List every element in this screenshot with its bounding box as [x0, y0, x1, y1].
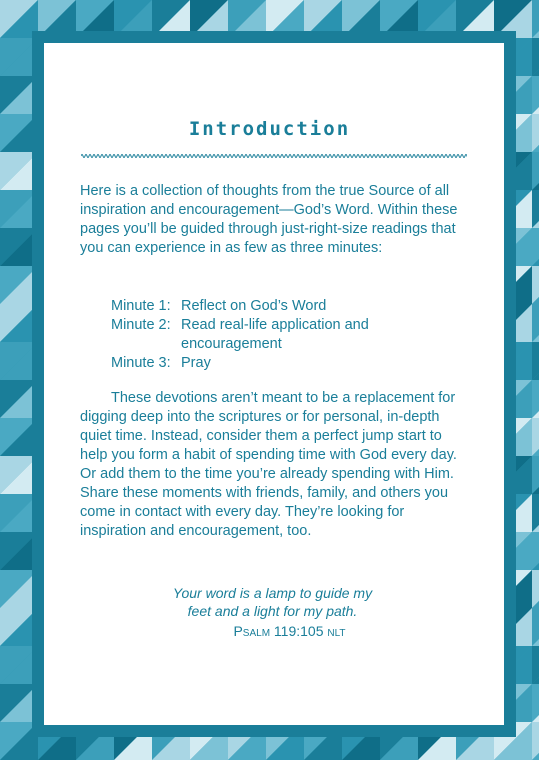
- verse-line: feet and a light for my path.: [187, 603, 358, 619]
- minute-text: Read real-life application and encouragement: [181, 317, 369, 352]
- minute-item: [111, 316, 441, 354]
- verse-line: Your word is a lamp to guide my: [172, 585, 373, 601]
- verse-citation: [80, 622, 465, 643]
- wavy-divider: [81, 152, 467, 160]
- page-title: Introduction: [188, 118, 351, 140]
- minute-text: Reflect on God’s Word: [181, 298, 327, 314]
- scripture-verse: [80, 584, 465, 620]
- body-paragraph: These devotions aren’t meant to be a replacement for digging deep into the scriptures or for personal, in-depth quiet time. Instead, consider them a perfect jump start to help you form a habit of spending time with God every day. Or add them to the time you’re already spending with Him. Share these moments with friends, family, and others you come in contact with every day. They’re looking for inspiration and encouragement, too.: [80, 390, 457, 539]
- citation-translation: NLT: [327, 628, 346, 639]
- minute-label: Minute 3:: [111, 355, 171, 371]
- citation-book: Psalm: [233, 623, 271, 639]
- intro-paragraph: Here is a collection of thoughts from the true Source of all inspiration and encouragement—God’s Word. Within these pages you’ll be guided through just-right-size readings that you can experience in as few as three minutes:: [80, 183, 458, 256]
- minutes-list: [111, 297, 441, 373]
- citation-reference: 119:105: [273, 623, 324, 639]
- minute-label: Minute 1:: [111, 298, 171, 314]
- minute-label: Minute 2:: [111, 317, 171, 333]
- minute-text: Pray: [181, 355, 211, 371]
- minute-item: [111, 297, 441, 316]
- minute-item: [111, 354, 441, 373]
